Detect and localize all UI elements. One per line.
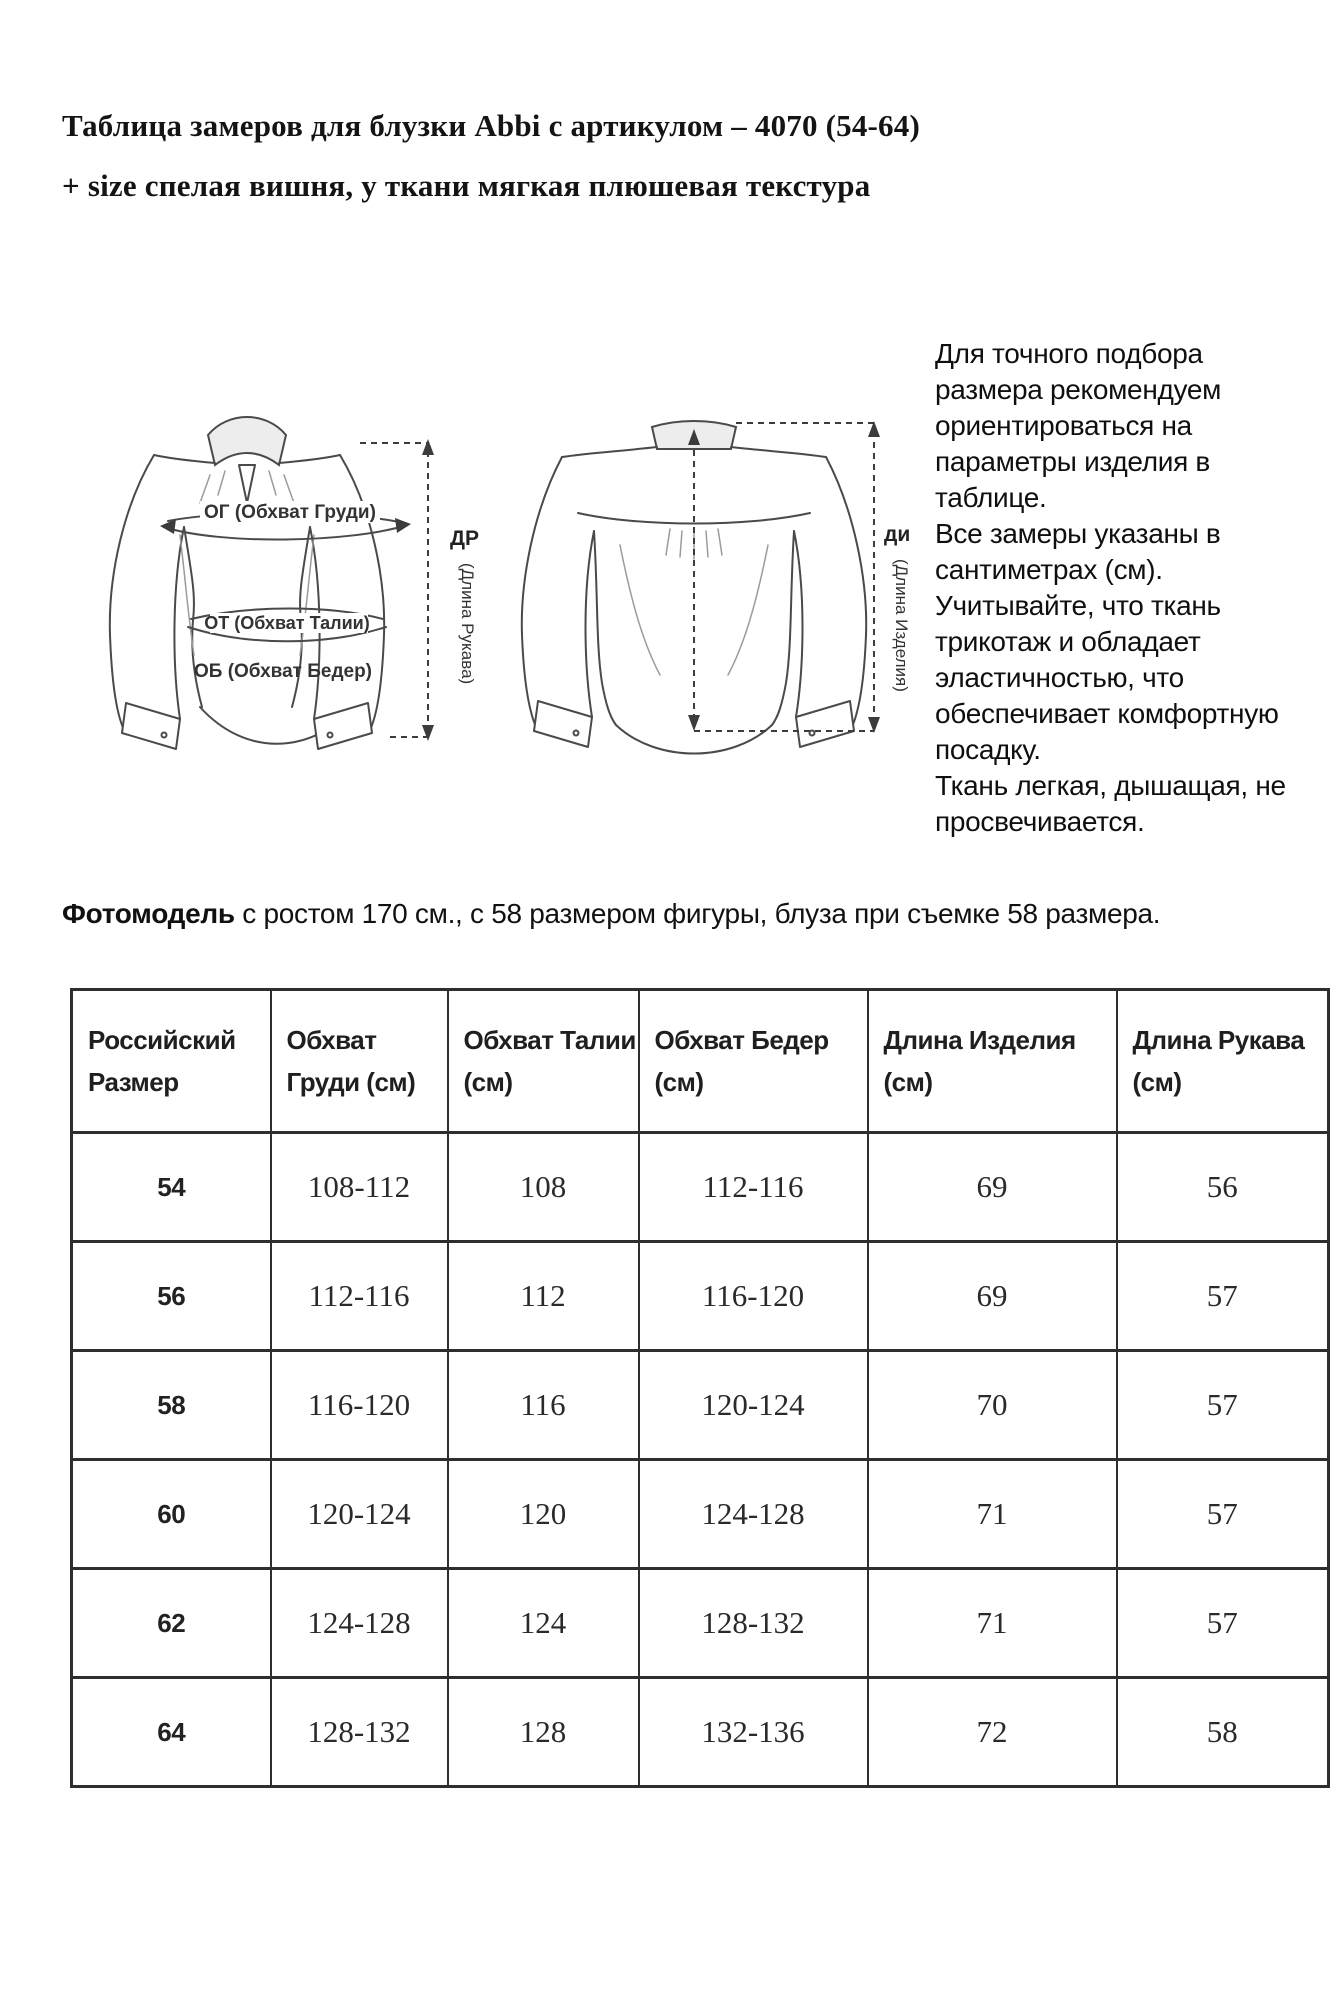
measure-value-cell: 57 (1117, 1242, 1329, 1351)
measure-value-cell: 57 (1117, 1569, 1329, 1678)
table-row (72, 1460, 1329, 1569)
measure-value-cell: 57 (1117, 1351, 1329, 1460)
size-value-cell: 62 (72, 1569, 271, 1678)
measure-value-cell: 128-132 (271, 1678, 448, 1787)
table-header-cell (639, 990, 868, 1133)
table-header-row (72, 990, 1329, 1133)
size-table (70, 988, 1330, 1788)
measure-value-cell: 108-112 (271, 1133, 448, 1242)
measure-value-cell: 71 (868, 1569, 1117, 1678)
measure-value-cell: 124-128 (271, 1569, 448, 1678)
measure-value-cell: 124-128 (639, 1460, 868, 1569)
page-title-line2: + size спелая вишня, у ткани мягкая плюшевая текстура (62, 168, 871, 203)
bust-measure-label: ОГ (Обхват Груди) (204, 502, 376, 523)
header-line1: Длина Рукава (1132, 1025, 1305, 1055)
measure-value-cell: 120-124 (639, 1351, 868, 1460)
measure-value-cell: 132-136 (639, 1678, 868, 1787)
table-row (72, 1351, 1329, 1460)
measure-value-cell: 70 (868, 1351, 1117, 1460)
header-line2: Размер (88, 1067, 179, 1097)
measure-value-cell: 71 (868, 1460, 1117, 1569)
sizing-note-line: Учитывайте, что ткань трикотаж и обладает эластичностью, что обеспечивает комфортную посадку. (935, 590, 1279, 765)
header-line2: (см) (1132, 1067, 1182, 1097)
size-value-cell: 54 (72, 1133, 271, 1242)
sizing-note-line: Для точного подбора размера рекомендуем ориентироваться на параметры изделия в таблице. (935, 338, 1222, 513)
measure-value-cell: 112-116 (639, 1133, 868, 1242)
table-header-cell (1117, 990, 1329, 1133)
table-header-cell (448, 990, 639, 1133)
measure-value-cell: 108 (448, 1133, 639, 1242)
table-header-cell (271, 990, 448, 1133)
header-line2: (см) (654, 1067, 704, 1097)
header-line1: Обхват Талии (463, 1025, 636, 1055)
measure-value-cell: 57 (1117, 1460, 1329, 1569)
model-info-line (62, 898, 1302, 930)
measure-value-cell: 124 (448, 1569, 639, 1678)
table-header-cell (868, 990, 1117, 1133)
sizing-note-line: Ткань легкая, дышащая, не просвечивается. (935, 770, 1286, 837)
size-value-cell: 64 (72, 1678, 271, 1787)
header-line1: Обхват Бедер (654, 1025, 829, 1055)
hips-measure-label: ОБ (Обхват Бедер) (193, 661, 373, 682)
length-abbr-label: ди (884, 523, 911, 546)
table-row (72, 1242, 1329, 1351)
table-row (72, 1569, 1329, 1678)
page-title (62, 96, 1302, 216)
measure-value-cell: 120 (448, 1460, 639, 1569)
sizing-note (935, 336, 1303, 840)
size-value-cell: 56 (72, 1242, 271, 1351)
page-title-line1: Таблица замеров для блузки Abbi с артикулом – 4070 (54-64) (62, 108, 920, 143)
model-info-bold: Фотомодель (62, 898, 235, 929)
garment-length-label: (Длина Изделия) (892, 559, 911, 692)
size-value-cell: 58 (72, 1351, 271, 1460)
table-row (72, 1133, 1329, 1242)
header-line1: Длина Изделия (883, 1025, 1076, 1055)
measure-value-cell: 58 (1117, 1678, 1329, 1787)
measure-value-cell: 69 (868, 1133, 1117, 1242)
header-line2: (см) (463, 1067, 513, 1097)
measure-value-cell: 120-124 (271, 1460, 448, 1569)
table-header-cell (72, 990, 271, 1133)
header-line2: (см) (883, 1067, 933, 1097)
waist-measure-label: ОТ (Обхват Талии) (204, 613, 370, 633)
measure-value-cell: 69 (868, 1242, 1117, 1351)
header-line1: Российский (88, 1025, 236, 1055)
sizing-note-line: Все замеры указаны в сантиметрах (см). (935, 518, 1221, 585)
measure-value-cell: 128-132 (639, 1569, 868, 1678)
measure-value-cell: 128 (448, 1678, 639, 1787)
size-value-cell: 60 (72, 1460, 271, 1569)
table-row (72, 1678, 1329, 1787)
sleeve-length-measure (360, 439, 479, 741)
sleeve-abbr-label: ДР (450, 527, 479, 550)
measure-value-cell: 112 (448, 1242, 639, 1351)
measure-value-cell: 56 (1117, 1133, 1329, 1242)
model-info-text: с ростом 170 см., с 58 размером фигуры, блуза при съемке 58 размера. (234, 898, 1161, 929)
header-line1: Обхват (286, 1025, 377, 1055)
measure-value-cell: 116-120 (639, 1242, 868, 1351)
header-line2: Груди (см) (286, 1067, 416, 1097)
blouse-measurement-diagram (60, 275, 930, 835)
sleeve-length-label: (Длина Рукава) (458, 563, 477, 685)
size-table-container (70, 988, 1330, 1788)
measure-value-cell: 112-116 (271, 1242, 448, 1351)
measure-value-cell: 116-120 (271, 1351, 448, 1460)
measure-value-cell: 72 (868, 1678, 1117, 1787)
blouse-front-sketch (110, 417, 411, 749)
measure-value-cell: 116 (448, 1351, 639, 1460)
